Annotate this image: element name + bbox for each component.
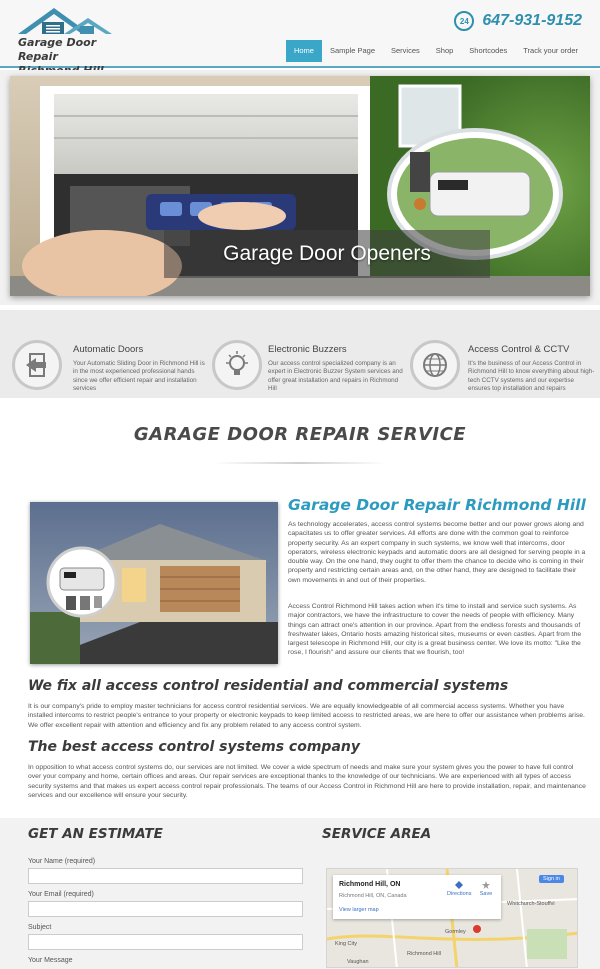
- feature-text: Your Automatic Sliding Door in Richmond Hill is in the most experienced professional hands since we offer efficient repair and installation services: [73, 360, 205, 393]
- save-label: Save: [479, 891, 493, 897]
- estimate-heading: GET AN ESTIMATE: [28, 826, 163, 842]
- nav-sample-page[interactable]: Sample Page: [329, 46, 375, 55]
- nav-shortcodes[interactable]: Shortcodes: [469, 46, 508, 55]
- content-title: Garage Door Repair Richmond Hill: [288, 496, 586, 514]
- hero-section: [0, 70, 600, 305]
- feature-title: Automatic Doors: [73, 344, 144, 355]
- save-button[interactable]: [475, 881, 497, 897]
- email-field[interactable]: [28, 901, 303, 917]
- star-icon: [482, 881, 490, 889]
- subject-label: Subject: [28, 924, 52, 931]
- best-company-paragraph: In opposition to what access control systems do, our services are not limited. We cover a wide spectrum of needs and make sure your system gives you the power to have full control over your company and home, certain offices and areas. Our repair services are exceptional thanks to the knowledge of our technicians. We are experienced with all types of access security systems and that makes us expert access control repair professionals. The teams of our Access Control in Richmond Hill are here to provide installation, repair, and maintenance services and our excellence will ensure your security.: [28, 764, 586, 799]
- feature-access-control-cctv[interactable]: [410, 316, 598, 396]
- hero-caption-text: Garage Door Openers: [223, 242, 431, 265]
- house-garage-photo: [30, 502, 278, 664]
- globe-icon: [410, 340, 460, 390]
- map-label: King City: [335, 941, 358, 947]
- hero-caption: [164, 230, 490, 278]
- name-label: Your Name (required): [28, 858, 96, 865]
- map-label: Whitchurch-Stouffvi: [507, 901, 555, 907]
- directions-label: Directions: [447, 891, 472, 897]
- nav-shop[interactable]: Shop: [435, 46, 454, 55]
- site-logo[interactable]: [14, 4, 124, 64]
- message-label: Your Message: [28, 957, 73, 964]
- hero-slider[interactable]: [10, 76, 590, 296]
- content-paragraph: As technology accelerates, access control systems become better and our power grows along and capacitates us to offer greater services. All efforts are done with the common goal to reinforce property security. As an expert company in such systems, we know well that intercoms, door operators, wireless electronic keypads and automatic doors are all designed for serving people in a double way. On the one hand, they ought to offer them the chance to decide who is coming in their property and restricting certain areas and, on the other hand, they are designed to facilitate their own movements in and out of their properties.: [288, 521, 586, 584]
- map-address: Richmond Hill, ON, Canada: [339, 893, 407, 899]
- map-label: Richmond Hill: [407, 951, 441, 957]
- map-sign-in-button[interactable]: Sign in: [539, 875, 564, 883]
- feature-text: It's the business of our Access Control in Richmond Hill to know everything about high-tech CCTV systems and our expertise ensures top installation and repairs: [468, 360, 595, 393]
- site-header: [0, 0, 600, 68]
- heading-divider: [214, 462, 386, 464]
- logo-line-1: Garage Door Repair: [18, 36, 97, 63]
- name-field[interactable]: [28, 868, 303, 884]
- best-company-heading: The best access control systems company: [28, 739, 360, 755]
- map-label: Vaughan: [347, 959, 369, 965]
- service-heading: GARAGE DOOR REPAIR SERVICE: [133, 424, 467, 445]
- feature-text: Our access control specialized company is an expert in Electronic Buzzer System services and offer great installation and repairs in Richmond Hill: [268, 360, 403, 393]
- residential-commercial-heading: We fix all access control residential and commercial systems: [28, 678, 509, 694]
- phone-24h-icon: 24: [454, 11, 474, 31]
- feature-electronic-buzzers[interactable]: [212, 316, 407, 396]
- main-nav: [286, 40, 586, 62]
- map-label: Gormley: [445, 929, 466, 935]
- content-paragraph: Access Control Richmond Hill takes action when it's time to install and service such systems. As major contractors, we have the infrastructure to cover the needs of people with efficiency. Many things can attract one's attention in our province. Apart from the endless forests and thousands of freshwater lakes, Ontario hosts amazing historical sites, museums or even castles. Apart from the largest telescope in Richmond Hill, our city is a great business center. We love its motto: "Like the rose, I flourish" and assure our clients that we flourish, too!: [288, 603, 582, 657]
- map-info-card: [333, 875, 501, 919]
- view-larger-map-link[interactable]: View larger map: [339, 907, 379, 913]
- residential-paragraph: It is our company's pride to employ master technicians for access control residential services. We are equally knowledgeable of all commercial access systems. Whether you have installed intercoms to restrict people's entrance to your property or electronic keypads to keep limited access to restricted areas, we are here to offer our assistance when problems arise. We offer excellent repair with attention and efficiency and fix any problem related to any access control system.: [28, 703, 585, 729]
- door-arrow-icon: [12, 340, 62, 390]
- nav-track-order[interactable]: Track your order: [523, 46, 578, 55]
- feature-title: Access Control & CCTV: [468, 344, 570, 355]
- service-area-map[interactable]: [326, 868, 578, 968]
- feature-title: Electronic Buzzers: [268, 344, 347, 355]
- features-strip: [0, 310, 600, 398]
- map-place-name: Richmond Hill, ON: [339, 881, 401, 888]
- feature-automatic-doors[interactable]: [12, 316, 207, 396]
- directions-icon: [455, 881, 463, 889]
- nav-services[interactable]: Services: [391, 46, 420, 55]
- subject-field[interactable]: [28, 934, 303, 950]
- bottom-section: [0, 818, 600, 969]
- house-logo-icon: [14, 4, 124, 38]
- phone-contact[interactable]: [454, 8, 582, 34]
- nav-home[interactable]: Home: [286, 40, 322, 62]
- lightbulb-icon: [212, 340, 262, 390]
- service-area-heading: SERVICE AREA: [322, 826, 432, 842]
- phone-number[interactable]: 647-931-9152: [482, 12, 582, 29]
- email-label: Your Email (required): [28, 891, 94, 898]
- directions-button[interactable]: [447, 881, 471, 897]
